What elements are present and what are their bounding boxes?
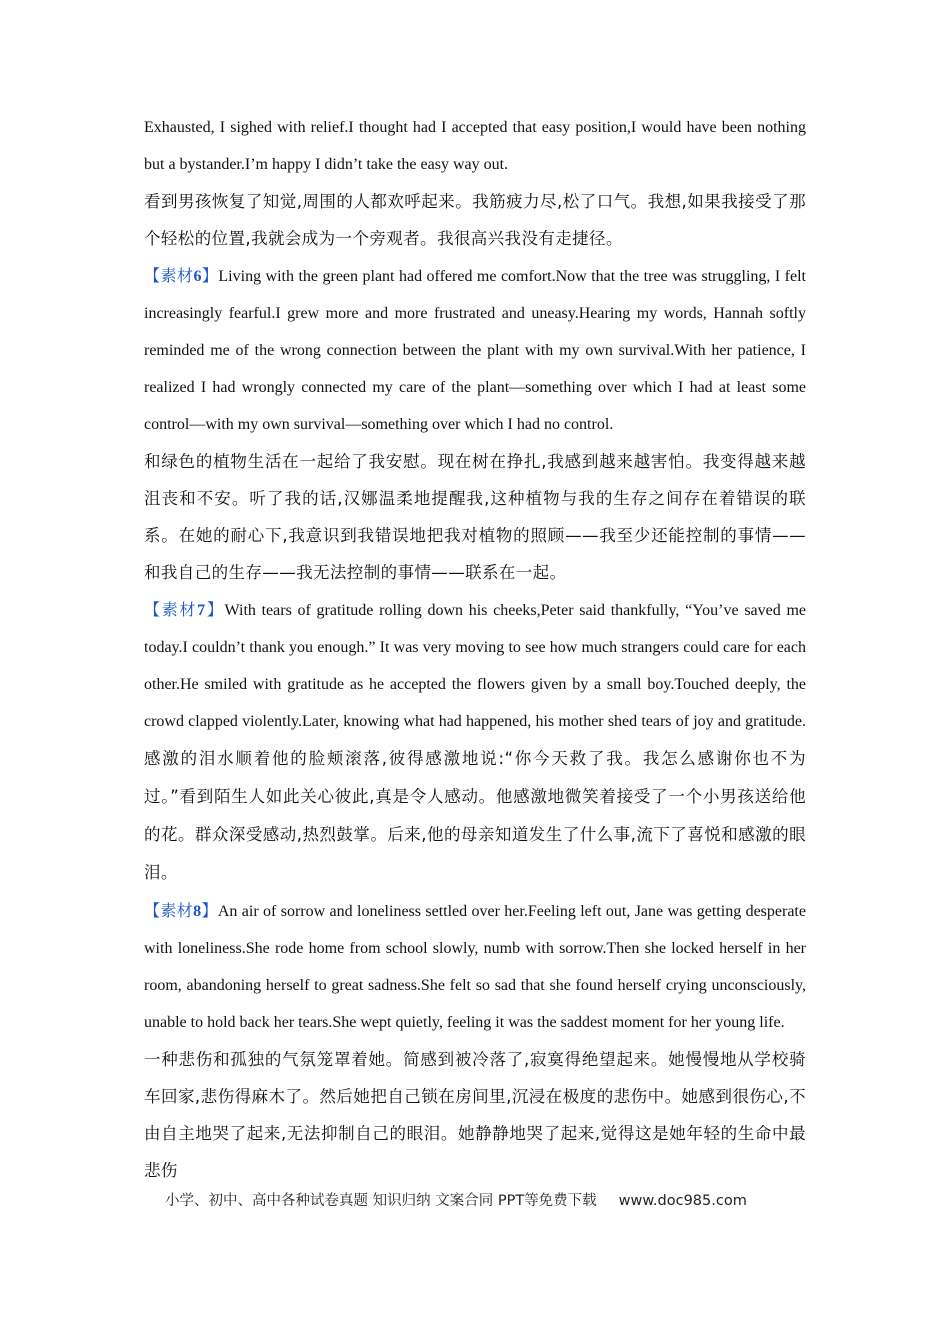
material-6-chinese: 和绿色的植物生活在一起给了我安慰。现在树在挣扎,我感到越来越害怕。我变得越来越沮丧和不安。听了我的话,汉娜温柔地提醒我,这种植物与我的生存之间存在着错误的联系。在她的耐心下,我意识到我错误地把我对植物的照顾——我至少还能控制的事情——和我自己的生存——我无法控制的事情——联系在一起。	[144, 452, 806, 582]
paragraph-english: Exhausted, I sighed with relief.I thought had I accepted that easy position,I would have been nothing but a bystander.I’m happy I didn’t take the easy way out.	[144, 119, 806, 173]
material-tag: 【素材6】	[144, 266, 219, 285]
page-footer	[165, 1189, 805, 1210]
footer-text: 小学、初中、高中各种试卷真题 知识归纳 文案合同 PPT等免费下载	[165, 1193, 597, 1209]
material-7-chinese: 感激的泪水顺着他的脸颊滚落,彼得感激地说:“你今天救了我。我怎么感谢你也不为过。”看到陌生人如此关心彼此,真是令人感动。他感激地微笑着接受了一个小男孩送给他的花。群众深受感动,热烈鼓掌。后来,他的母亲知道发生了什么事,流下了喜悦和感激的眼泪。	[144, 749, 806, 882]
material-tag: 【素材7】	[144, 600, 225, 619]
material-6-english: 【素材6】Living with the green plant had offered me comfort.Now that the tree was struggling, I felt increasingly fearful.I grew more and more frustrated and uneasy.Hearing my words, Hannah softly reminded me of the wrong connection between the plant with my own survival.With her patience, I realized I had wrongly connected my care of the plant—something over which I had at least some control—with my own survival—something over which I had no control.	[144, 266, 806, 433]
material-8-chinese: 一种悲伤和孤独的气氛笼罩着她。简感到被冷落了,寂寞得绝望起来。她慢慢地从学校骑车回家,悲伤得麻木了。然后她把自己锁在房间里,沉浸在极度的悲伤中。她感到很伤心,不由自主地哭了起来,无法抑制自己的眼泪。她静静地哭了起来,觉得这是她年轻的生命中最悲伤	[144, 1050, 806, 1180]
material-tag: 【素材8】	[144, 901, 218, 920]
footer-website-link[interactable]: www.doc985.com	[618, 1193, 747, 1209]
material-8-english: 【素材8】An air of sorrow and loneliness settled over her.Feeling left out, Jane was getting desperate with loneliness.She rode home from school slowly, numb with sorrow.Then she locked herself in her room, abandoning herself to great sadness.She felt so sad that she found herself crying unconsciously, unable to hold back her tears.She wept quietly, feeling it was the saddest moment for her young life.	[144, 901, 806, 1031]
material-7-english: 【素材7】With tears of gratitude rolling down his cheeks,Peter said thankfully, “You’ve saved me today.I couldn’t thank you enough.” It was very moving to see how much strangers could care for each other.He smiled with gratitude as he accepted the flowers given by a small boy.Touched deeply, the crowd clapped violently.Later, knowing what had happened, his mother shed tears of joy and gratitude.感激的泪水顺着他的脸颊滚落,彼得感激地说:“你今天救了我。我怎么感谢你也不为过。”看到陌生人如此关心彼此,真是令人感动。他感激地微笑着接受了一个小男孩送给他的花。群众深受感动,热烈鼓掌。后来,他的母亲知道发生了什么事,流下了喜悦和感激的眼泪。	[144, 600, 806, 882]
paragraph-chinese: 看到男孩恢复了知觉,周围的人都欢呼起来。我筋疲力尽,松了口气。我想,如果我接受了那个轻松的位置,我就会成为一个旁观者。我很高兴我没有走捷径。	[144, 192, 806, 248]
document-body	[144, 109, 806, 1189]
